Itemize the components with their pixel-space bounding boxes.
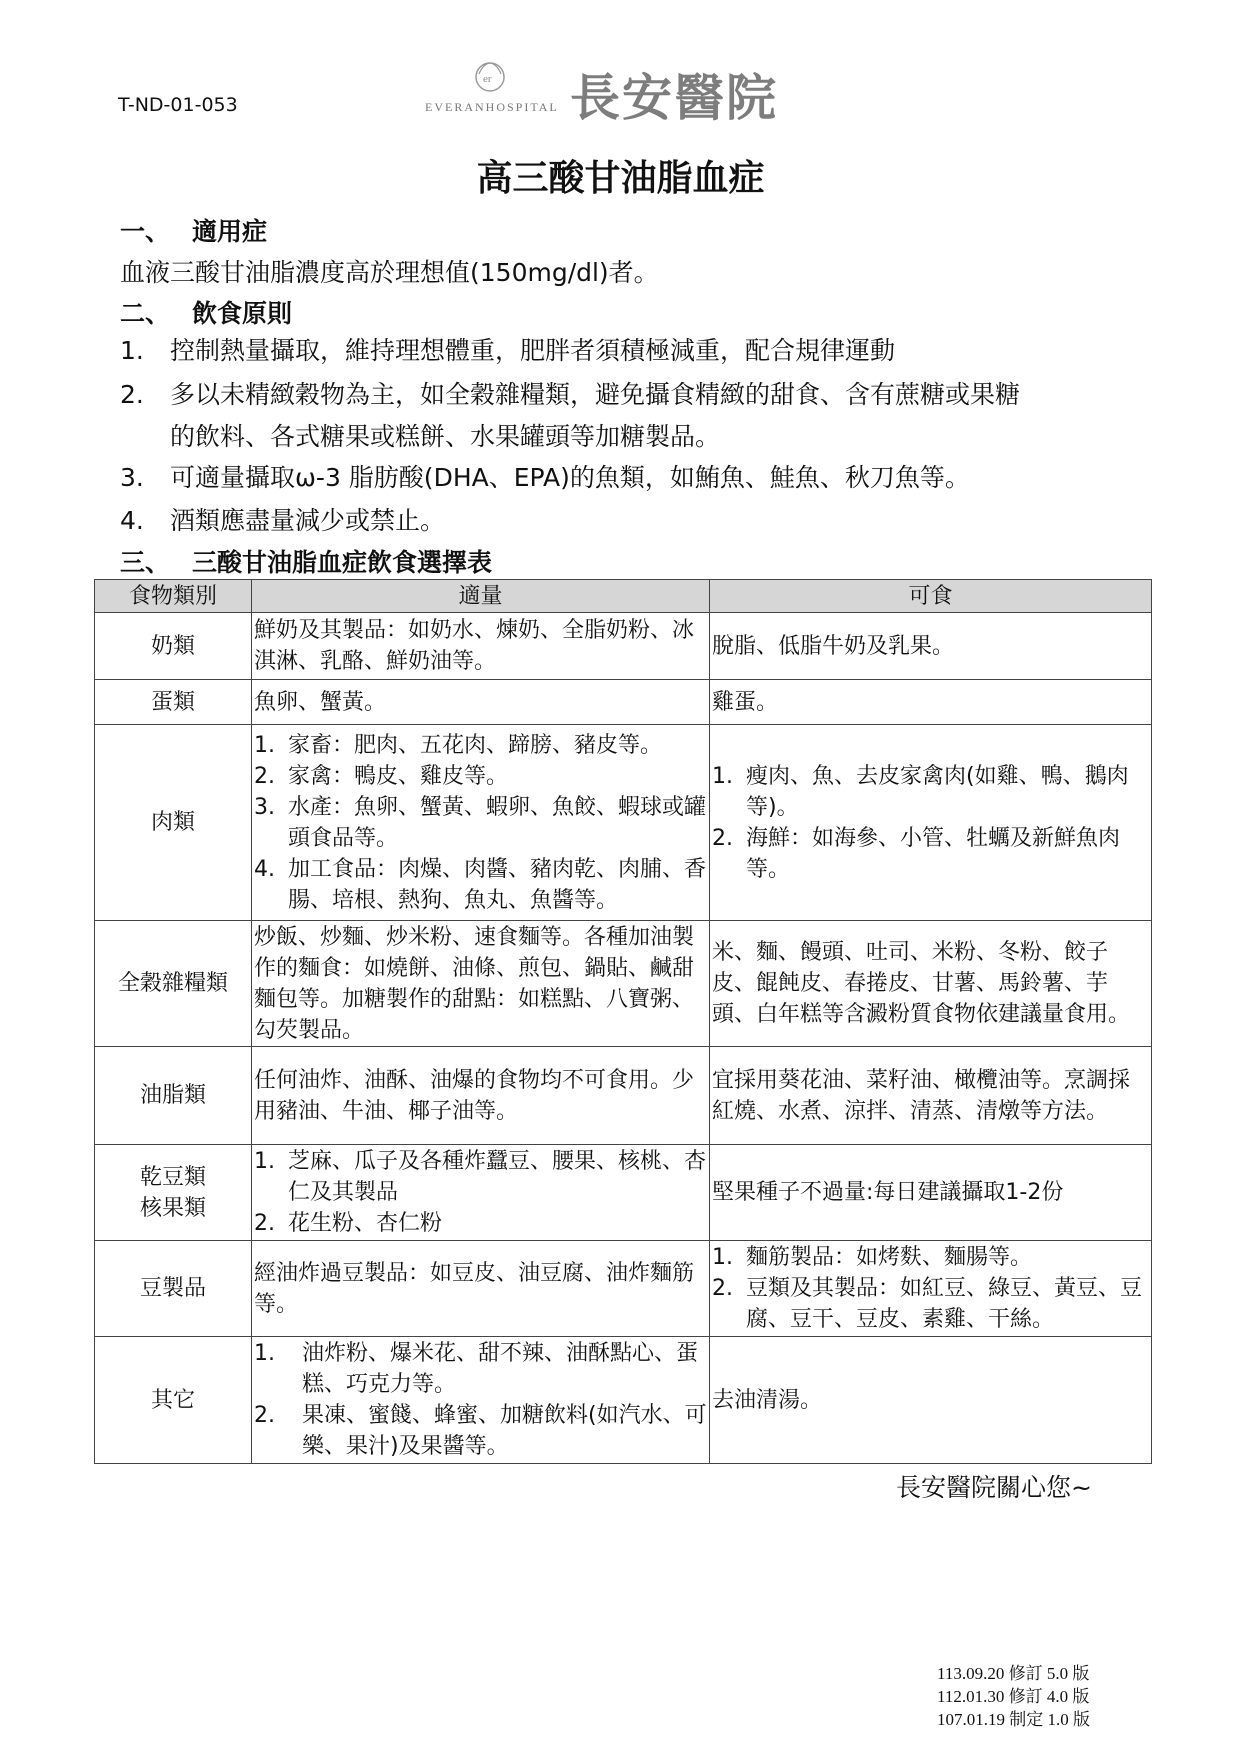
item-text: 多以未精緻穀物為主，如全穀雜糧類，避免攝食精緻的甜食、含有蔗糖或果糖的飲料、各式糖果或糕餅、水果罐頭等加糖製品。	[170, 380, 1021, 451]
page-title: 高三酸甘油脂血症	[476, 158, 765, 199]
food-category: 蛋類	[95, 680, 252, 725]
moderate-cell: 魚卵、蟹黃。	[252, 680, 710, 725]
logo-english-name: EVERANHOSPITAL	[425, 100, 559, 114]
revision-note: 113.09.20 修訂 5.0 版	[937, 1664, 1090, 1683]
section-title: 適用症	[192, 217, 268, 246]
food-category: 豆製品	[95, 1241, 252, 1337]
table-row	[95, 921, 1152, 1047]
item-text: 酒類應盡量減少或禁止。	[170, 506, 446, 535]
column-header: 可食	[710, 580, 1152, 613]
food-category: 油脂類	[95, 1047, 252, 1145]
table-row	[95, 1145, 1152, 1241]
category-line: 乾豆類	[139, 1164, 206, 1190]
food-category: 肉類	[95, 725, 252, 921]
principle-item	[120, 330, 1170, 372]
moderate-cell: 任何油炸、油酥、油爆的食物均不可食用。少用豬油、牛油、椰子油等。	[252, 1047, 710, 1145]
list-item: 2. 海鮮：如海參、小管、牡蠣及新鮮魚肉等。	[712, 825, 1121, 882]
allowed-cell: 雞蛋。	[710, 680, 1152, 725]
table-row	[95, 1047, 1152, 1145]
allowed-cell: 堅果種子不過量:每日建議攝取1-2份	[710, 1145, 1152, 1241]
table-row	[95, 1337, 1152, 1464]
section-heading-principles	[120, 294, 292, 330]
moderate-cell: 經油炸過豆製品：如豆皮、油豆腐、油炸麵筋等。	[252, 1241, 710, 1337]
closing-message: 長安醫院關心您~	[896, 1473, 1092, 1502]
list-item: 3. 水產：魚卵、蟹黃、蝦卵、魚餃、蝦球或罐頭食品等。	[254, 794, 707, 851]
item-number: 4.	[120, 506, 144, 535]
er-emblem-icon	[473, 60, 507, 94]
list-item: 2. 花生粉、杏仁粉	[254, 1211, 443, 1236]
section-number: 三、	[120, 548, 171, 577]
list-item: 2. 果凍、蜜餞、蜂蜜、加糖飲料(如汽水、可樂、果汁)及果醬等。	[254, 1403, 707, 1459]
item-text: 控制熱量攝取，維持理想體重，肥胖者須積極減重，配合規律運動	[170, 336, 896, 365]
logo-chinese-name: 長安醫院	[570, 68, 778, 127]
moderate-cell	[252, 725, 710, 921]
list-item: 1. 油炸粉、爆米花、甜不辣、油酥點心、蛋糕、巧克力等。	[254, 1341, 699, 1397]
item-text: 可適量攝取ω-3 脂肪酸(DHA、EPA)的魚類，如鮪魚、鮭魚、秋刀魚等。	[170, 463, 970, 492]
allowed-cell	[710, 1241, 1152, 1337]
list-item: 2. 家禽：鴨皮、雞皮等。	[254, 763, 509, 789]
table-row	[95, 1241, 1152, 1337]
list-item: 1. 麵筋製品：如烤麩、麵腸等。	[712, 1245, 1033, 1270]
allowed-cell	[710, 725, 1152, 921]
allowed-cell: 脫脂、低脂牛奶及乳果。	[710, 613, 1152, 680]
list-item: 1. 家畜：肥肉、五花肉、蹄膀、豬皮等。	[254, 732, 663, 758]
table-row	[95, 680, 1152, 725]
allowed-cell: 去油清湯。	[710, 1337, 1152, 1464]
column-header: 食物類別	[95, 580, 252, 613]
food-category	[95, 1145, 252, 1241]
food-selection-table	[94, 579, 1152, 1464]
table-header-row	[95, 580, 1152, 613]
moderate-cell	[252, 1145, 710, 1241]
food-category: 全穀雜糧類	[95, 921, 252, 1047]
item-number: 3.	[120, 463, 144, 492]
moderate-cell: 鮮奶及其製品：如奶水、煉奶、全脂奶粉、冰淇淋、乳酪、鮮奶油等。	[252, 613, 710, 680]
food-category: 奶類	[95, 613, 252, 680]
column-header: 適量	[252, 580, 710, 613]
item-number: 2.	[120, 380, 144, 409]
revision-note: 107.01.19 制定 1.0 版	[937, 1710, 1090, 1729]
table-row	[95, 613, 1152, 680]
indication-text: 血液三酸甘油脂濃度高於理想值(150mg/dl)者。	[120, 258, 659, 287]
section-number: 二、	[120, 299, 171, 328]
section-title: 三酸甘油脂血症飲食選擇表	[192, 548, 493, 577]
list-item: 2. 豆類及其製品：如紅豆、綠豆、黃豆、豆腐、豆干、豆皮、素雞、干絲。	[712, 1276, 1143, 1332]
item-number: 1.	[120, 336, 144, 365]
list-item: 4. 加工食品：肉燥、肉醬、豬肉乾、肉脯、香腸、培根、熱狗、魚丸、魚醬等。	[254, 856, 707, 913]
moderate-cell: 炒飯、炒麵、炒米粉、速食麵等。各種加油製作的麵食：如燒餅、油條、煎包、鍋貼、鹹甜麵包等。加糖製作的甜點：如糕點、八寶粥、勾芡製品。	[252, 921, 710, 1047]
principle-item	[120, 500, 1170, 542]
section-heading-food-table	[120, 543, 492, 579]
principle-item	[120, 374, 1040, 458]
hospital-logo	[425, 56, 835, 126]
list-item: 1. 瘦肉、魚、去皮家禽肉(如雞、鴨、鵝肉等)。	[712, 763, 1129, 820]
food-category: 其它	[95, 1337, 252, 1464]
list-item: 1. 芝麻、瓜子及各種炸蠶豆、腰果、核桃、杏仁及其製品	[254, 1149, 707, 1205]
allowed-cell: 宜採用葵花油、菜籽油、橄欖油等。烹調採紅燒、水煮、涼拌、清蒸、清燉等方法。	[710, 1047, 1152, 1145]
section-title: 飲食原則	[192, 299, 293, 328]
section-heading-indications	[120, 212, 267, 248]
document-code: T-ND-01-053	[118, 94, 238, 116]
principle-item	[120, 457, 1170, 499]
section-number: 一、	[120, 217, 171, 246]
allowed-cell: 米、麵、饅頭、吐司、米粉、冬粉、餃子皮、餛飩皮、春捲皮、甘薯、馬鈴薯、芋頭、白年糕等含澱粉質食物依建議量食用。	[710, 921, 1152, 1047]
revision-note: 112.01.30 修訂 4.0 版	[937, 1687, 1090, 1706]
moderate-cell	[252, 1337, 710, 1464]
category-line: 核果類	[139, 1195, 206, 1221]
table-row	[95, 725, 1152, 921]
svg-text:er: er	[483, 73, 492, 85]
